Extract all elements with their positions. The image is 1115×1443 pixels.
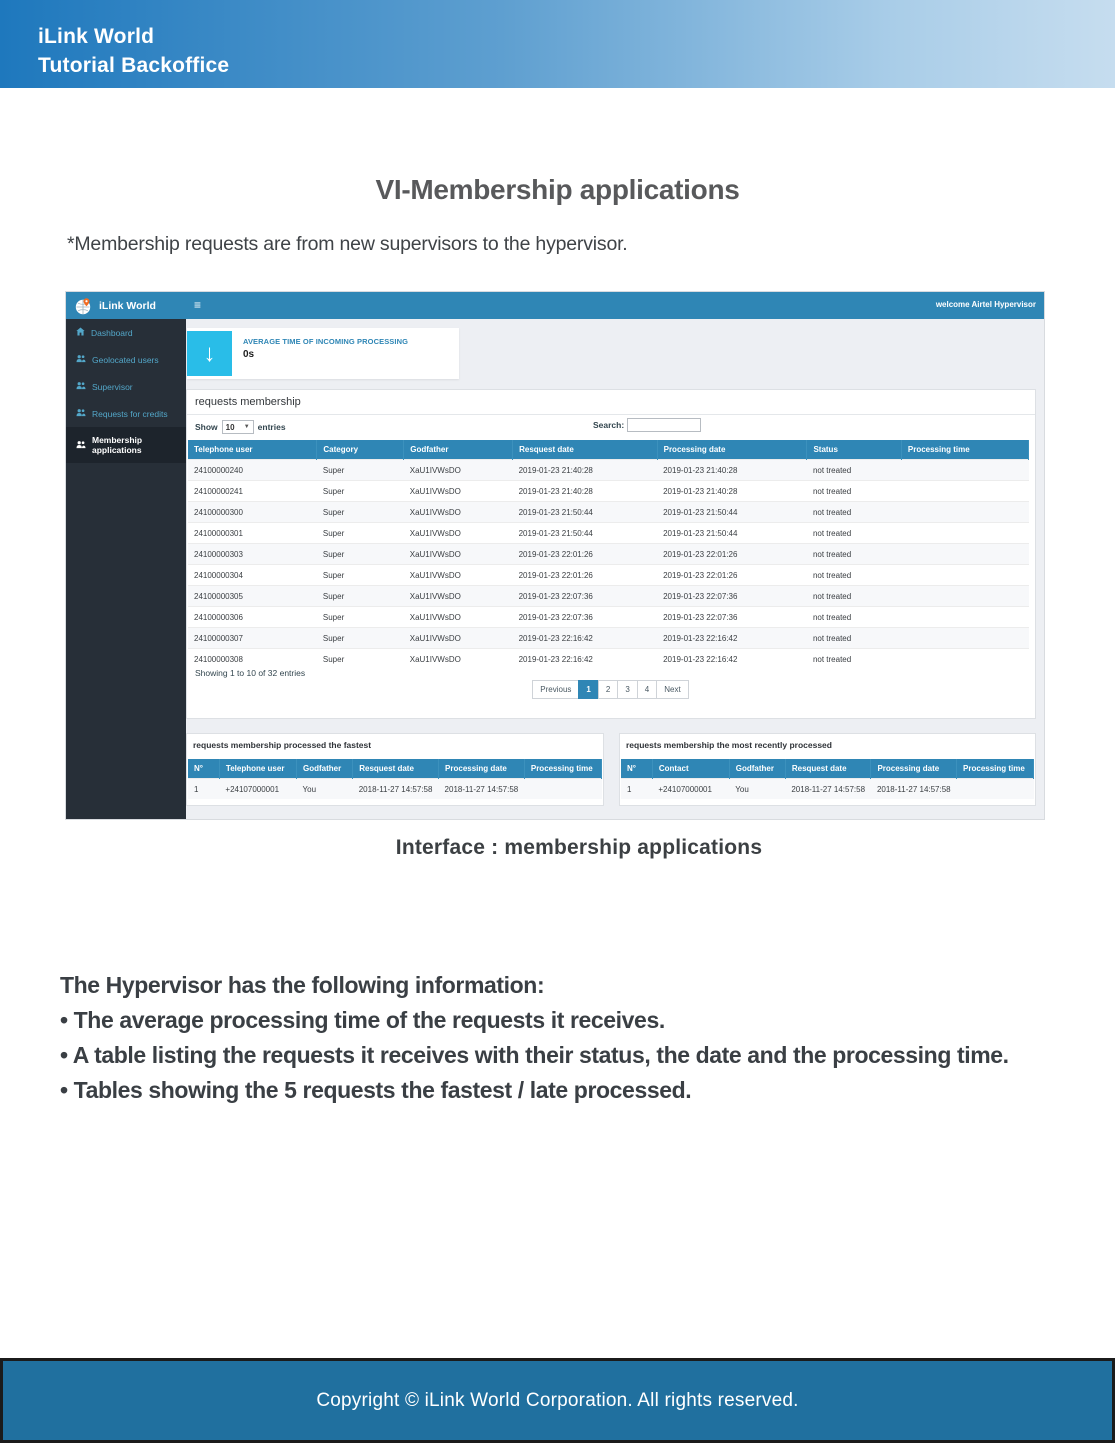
cell: 1 [188,779,219,800]
cell: 24100000305 [188,586,317,607]
cell: 2019-01-23 22:07:36 [513,586,658,607]
cell: 24100000240 [188,460,317,481]
recent-requests-table [621,759,1034,799]
column-header[interactable]: Processing time [901,440,1028,460]
recent-requests-panel [619,733,1036,806]
cell: 2019-01-23 22:16:42 [657,628,807,649]
users-icon [76,381,86,392]
table-row [188,649,1029,670]
cell [901,460,1028,481]
pagination-next[interactable]: Next [656,680,688,699]
hamburger-menu-icon[interactable]: ≡ [194,298,202,312]
users-icon [76,408,86,419]
table-row [188,779,602,800]
table-summary: Showing 1 to 10 of 32 entries [195,668,306,678]
table-row [188,523,1029,544]
cell: 2019-01-23 22:16:42 [657,649,807,670]
panel-title: requests membership [187,390,1035,415]
cell: Super [317,628,404,649]
cell: 2018-11-27 14:57:58 [439,779,525,800]
cell: 2019-01-23 21:40:28 [657,460,807,481]
column-header[interactable]: Contact [652,759,729,779]
stat-card-value: 0s [243,349,255,360]
column-header[interactable]: Processing date [871,759,957,779]
cell: 2018-11-27 14:57:58 [353,779,439,800]
panel-title: requests membership the most recently processed [626,740,832,750]
cell: 24100000241 [188,481,317,502]
cell: 24100000308 [188,649,317,670]
page-length-select[interactable]: 10 ▼ [222,420,254,434]
down-arrow-icon: ↓ [187,331,232,376]
pagination [187,680,1035,699]
cell: Super [317,607,404,628]
cell: 2019-01-23 22:01:26 [513,544,658,565]
cell [901,649,1028,670]
app-brand[interactable] [66,292,186,319]
cell: 2019-01-23 22:07:36 [513,607,658,628]
welcome-user-label: welcome Airtel Hypervisor [935,300,1036,309]
cell: XaU1IVWsDO [404,502,513,523]
app-sidebar [66,319,186,819]
pagination-page-1[interactable]: 1 [578,680,598,699]
cell: 2019-01-23 21:40:28 [513,460,658,481]
app-topbar [66,292,1044,319]
column-header[interactable]: Resquest date [785,759,871,779]
cell: XaU1IVWsDO [404,628,513,649]
backoffice-screenshot [65,291,1045,820]
cell: Super [317,460,404,481]
pagination-page-4[interactable]: 4 [637,680,657,699]
table-row [188,481,1029,502]
column-header[interactable]: Processing time [524,759,601,779]
cell [524,779,601,800]
column-header[interactable]: Processing date [657,440,807,460]
cell: You [297,779,353,800]
users-icon [76,440,86,451]
header-line-1: iLink World [38,25,155,48]
column-header[interactable]: Telephone user [188,440,317,460]
cell [901,607,1028,628]
cell [901,586,1028,607]
cell [901,628,1028,649]
home-icon [76,327,85,338]
cell: not treated [807,607,901,628]
cell: 24100000306 [188,607,317,628]
table-row [188,460,1029,481]
cell: Super [317,649,404,670]
cell: 2018-11-27 14:57:58 [871,779,957,800]
sidebar-item-requests-for-credits[interactable]: Requests for credits [66,400,186,427]
cell: 2019-01-23 22:16:42 [513,628,658,649]
table-row [188,586,1029,607]
entries-label: entries [257,422,286,432]
cell: 2019-01-23 21:40:28 [657,481,807,502]
pagination-page-2[interactable]: 2 [598,680,618,699]
page-title: VI-Membership applications [375,174,740,205]
table-row [621,779,1034,800]
search-control [593,418,701,432]
table-row [188,607,1029,628]
column-header[interactable]: Status [807,440,901,460]
cell: 2019-01-23 22:07:36 [657,586,807,607]
copyright-text: Copyright © iLink World Corporation. All rights reserved. [316,1389,799,1411]
table-row [188,565,1029,586]
sidebar-item-geolocated-users[interactable]: Geolocated users [66,346,186,373]
cell: 1 [621,779,652,800]
cell: 2019-01-23 22:07:36 [657,607,807,628]
sidebar-item-supervisor[interactable]: Supervisor [66,373,186,400]
search-label: Search: [593,420,625,430]
users-icon [76,354,86,365]
cell: XaU1IVWsDO [404,649,513,670]
sidebar-item-membership-applications[interactable]: Membership applications [66,427,186,463]
cell: 24100000307 [188,628,317,649]
cell: 24100000301 [188,523,317,544]
column-header[interactable]: Processing time [957,759,1034,779]
cell: Super [317,523,404,544]
cell: not treated [807,460,901,481]
average-time-card [187,328,459,379]
cell: XaU1IVWsDO [404,586,513,607]
requests-membership-table [188,440,1029,669]
cell: Super [317,481,404,502]
stat-card-title: AVERAGE TIME OF INCOMING PROCESSING [243,337,409,346]
sidebar-item-dashboard[interactable]: Dashboard [66,319,186,346]
cell: not treated [807,523,901,544]
cell: not treated [807,502,901,523]
cell: 2019-01-23 22:01:26 [657,565,807,586]
cell: not treated [807,481,901,502]
bullet-item: • Tables showing the 5 requests the fastest / late processed. [60,1077,692,1103]
cell: Super [317,502,404,523]
column-header[interactable]: Telephone user [219,759,296,779]
cell: Super [317,565,404,586]
cell: XaU1IVWsDO [404,607,513,628]
pagination-page-3[interactable]: 3 [617,680,637,699]
cell: XaU1IVWsDO [404,544,513,565]
table-controls [195,418,1027,438]
cell: 24100000300 [188,502,317,523]
bullet-item: • A table listing the requests it receives with their status, the date and the processing time. [60,1042,1009,1068]
cell: not treated [807,649,901,670]
fastest-requests-panel [186,733,604,806]
cell: 2019-01-23 22:01:26 [657,544,807,565]
cell [901,481,1028,502]
show-label: Show [195,422,218,432]
table-row [188,502,1029,523]
cell: +24107000001 [652,779,729,800]
pagination-previous[interactable]: Previous [532,680,579,699]
cell: not treated [807,628,901,649]
cell: 2019-01-23 21:50:44 [513,523,658,544]
cell: 24100000304 [188,565,317,586]
cell: 2019-01-23 22:16:42 [513,649,658,670]
cell: 2018-11-27 14:57:58 [785,779,871,800]
fastest-requests-table [188,759,602,799]
column-header[interactable]: N° [621,759,652,779]
column-header[interactable]: Godfather [297,759,353,779]
requests-membership-panel [186,389,1036,719]
cell [901,523,1028,544]
cell: You [729,779,785,800]
table-row [188,544,1029,565]
column-header[interactable]: Resquest date [353,759,439,779]
column-header[interactable]: Category [317,440,404,460]
cell [901,565,1028,586]
cell [901,544,1028,565]
app-brand-name: iLink World [99,299,156,312]
panel-title: requests membership processed the fastest [193,740,372,750]
table-row [188,628,1029,649]
header-line-2: Tutorial Backoffice [38,54,230,77]
column-header[interactable]: N° [188,759,219,779]
cell: Super [317,586,404,607]
ilink-globe-logo-icon [74,297,92,315]
cell: XaU1IVWsDO [404,481,513,502]
cell: 24100000303 [188,544,317,565]
cell: 2019-01-23 21:50:44 [657,502,807,523]
search-input[interactable] [627,418,701,432]
page-length-control [195,420,286,434]
body-text [60,968,1060,1108]
cell: 2019-01-23 21:40:28 [513,481,658,502]
cell: Super [317,544,404,565]
page-subtitle: *Membership requests are from new supervisors to the hypervisor. [67,233,628,255]
cell: XaU1IVWsDO [404,565,513,586]
body-intro: The Hypervisor has the following information: [60,972,545,998]
cell: 2019-01-23 21:50:44 [657,523,807,544]
document-header [0,0,1115,88]
column-header[interactable]: Godfather [404,440,513,460]
cell: 2019-01-23 21:50:44 [513,502,658,523]
cell: XaU1IVWsDO [404,523,513,544]
bullet-item: • The average processing time of the requests it receives. [60,1007,665,1033]
cell: not treated [807,544,901,565]
cell: 2019-01-23 22:01:26 [513,565,658,586]
cell [957,779,1034,800]
cell [901,502,1028,523]
column-header[interactable]: Processing date [439,759,525,779]
cell: +24107000001 [219,779,296,800]
figure-caption: Interface : membership applications [395,836,763,859]
cell: not treated [807,586,901,607]
column-header[interactable]: Godfather [729,759,785,779]
column-header[interactable]: Resquest date [513,440,658,460]
cell: not treated [807,565,901,586]
document-footer [0,1358,1115,1443]
cell: XaU1IVWsDO [404,460,513,481]
chevron-down-icon: ▼ [243,424,250,430]
